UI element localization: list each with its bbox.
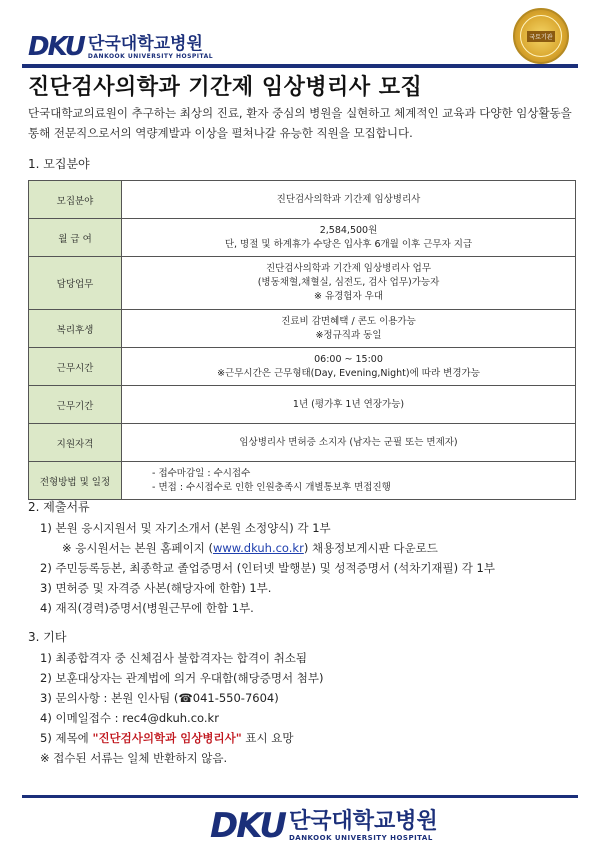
row-label: 근무시간 — [29, 348, 122, 386]
list-item: 4) 이메일접수 : rec4@dkuh.co.kr — [40, 711, 219, 725]
etc-list — [40, 648, 323, 768]
logo-mark: DKU — [28, 32, 84, 62]
list-item: 2) 주민등록등본, 최종학교 졸업증명서 (인터넷 발행분) 및 성적증명서 (석차기재필) 각 1부 — [40, 561, 495, 575]
list-item-note: ※ 응시원서는 본원 홈페이지 (www.dkuh.co.kr) 채용정보게시판 다운로드 — [62, 541, 438, 555]
emblem-text: 국토기관 — [527, 31, 554, 42]
recruitment-table — [28, 180, 576, 500]
row-label: 월 급 여 — [29, 219, 122, 257]
row-value: 진료비 감면혜택 / 콘도 이용가능 ※정규직과 동일 — [122, 310, 576, 348]
homepage-link[interactable]: www.dkuh.co.kr — [212, 541, 304, 555]
table-row — [29, 462, 576, 500]
row-value: - 접수마감일 : 수시접수 - 면접 : 수시접수로 인한 인원충족시 개별통보후 면접진행 — [122, 462, 576, 500]
table-row — [29, 348, 576, 386]
logo-english: DANKOOK UNIVERSITY HOSPITAL — [87, 52, 214, 60]
table-row — [29, 310, 576, 348]
section1-heading: 1. 모집분야 — [28, 157, 90, 171]
certification-emblem-icon — [513, 8, 569, 64]
documents-list — [40, 518, 495, 618]
list-item: 5) 제목에 "진단검사의학과 임상병리사" 표시 요망 — [40, 731, 294, 745]
bottom-divider — [22, 795, 578, 798]
list-item: 1) 최종합격자 중 신체검사 불합격자는 합격이 취소됨 — [40, 651, 308, 665]
row-label: 담당업무 — [29, 257, 122, 310]
table-row — [29, 257, 576, 310]
row-label: 근무기간 — [29, 386, 122, 424]
section2-heading: 2. 제출서류 — [28, 500, 90, 514]
title-highlight: "진단검사의학과 임상병리사" — [92, 731, 242, 745]
row-value: 진단검사의학과 기간제 임상병리사 업무 (병동채혈,채혈실, 심전도, 검사 업무)가능자 ※ 유경험자 우대 — [122, 257, 576, 310]
footer-logo — [210, 806, 438, 846]
header — [0, 0, 600, 70]
table-row — [29, 424, 576, 462]
row-value: 임상병리사 면허증 소지자 (남자는 군필 또는 면제자) — [122, 424, 576, 462]
row-label: 지원자격 — [29, 424, 122, 462]
row-value: 1년 (평가후 1년 연장가능) — [122, 386, 576, 424]
list-item-note: ※ 접수된 서류는 일체 반환하지 않음. — [40, 751, 228, 765]
list-item: 4) 재직(경력)증명서(병원근무에 한함 1부. — [40, 601, 254, 615]
section3-heading: 3. 기타 — [28, 630, 67, 644]
footer-logo-korean: 단국대학교병원 — [288, 809, 438, 834]
table-row — [29, 386, 576, 424]
footer-logo-mark: DKU — [210, 806, 285, 846]
footer-logo-english: DANKOOK UNIVERSITY HOSPITAL — [288, 834, 433, 842]
row-label: 전형방법 및 일정 — [29, 462, 122, 500]
table-row — [29, 181, 576, 219]
list-item: 3) 면허증 및 자격증 사본(해당자에 한함) 1부. — [40, 581, 272, 595]
top-divider — [22, 64, 578, 68]
hospital-logo — [28, 32, 213, 62]
logo-korean: 단국대학교병원 — [87, 33, 203, 54]
list-item: 2) 보훈대상자는 관계법에 의거 우대함(해당증명서 첨부) — [40, 671, 324, 685]
list-item: 3) 문의사항 : 본원 인사팀 (☎041-550-7604) — [40, 691, 279, 705]
row-label: 모집분야 — [29, 181, 122, 219]
row-label: 복리후생 — [29, 310, 122, 348]
page-title: 진단검사의학과 기간제 임상병리사 모집 — [28, 75, 423, 100]
list-item: 1) 본원 응시지원서 및 자기소개서 (본원 소정양식) 각 1부 — [40, 521, 331, 535]
row-value: 2,584,500원 단, 명절 및 하계휴가 수당은 입사후 6개월 이후 근무자 지급 — [122, 219, 576, 257]
table-row — [29, 219, 576, 257]
row-value: 진단검사의학과 기간제 임상병리사 — [122, 181, 576, 219]
intro-paragraph: 단국대학교의료원이 추구하는 최상의 진료, 환자 중심의 병원을 실현하고 체계적인 교육과 다양한 임상활동을 통해 전문직으로서의 역량계발과 이상을 펼쳐나갈 유능한 직원을 모집합니다. — [28, 106, 572, 140]
row-value: 06:00 ~ 15:00 ※근무시간은 근무형태(Day, Evening,Night)에 따라 변경가능 — [122, 348, 576, 386]
